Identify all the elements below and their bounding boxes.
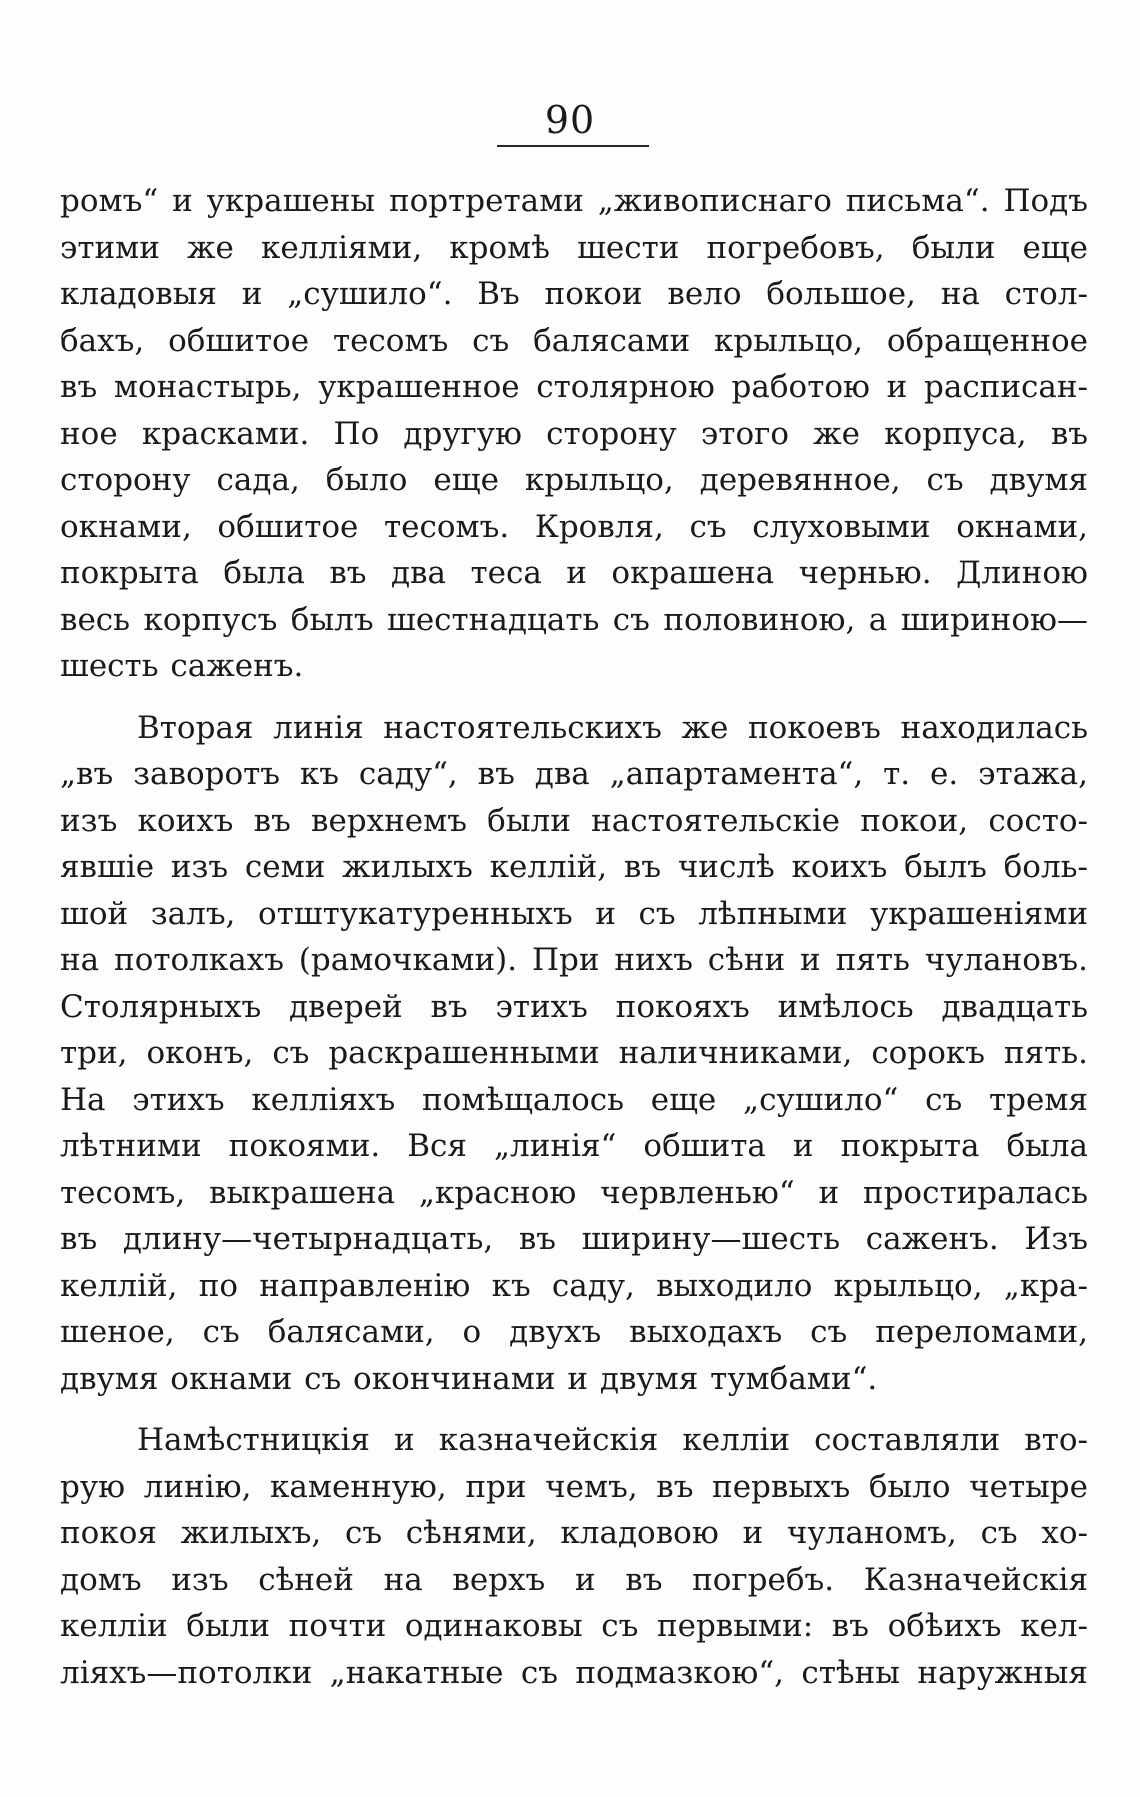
text-line: шой залъ, отштукатуренныхъ и съ лѣпными украшеніями [60, 895, 1088, 932]
text-line: въ длину—четырнадцать, въ ширину—шесть саженъ. Изъ [60, 1221, 1088, 1257]
text-line: этими же келліями, кромѣ шести погребовъ, были еще [60, 229, 1088, 266]
text-line: покоя жилыхъ, съ сѣнями, кладовою и чуланомъ, съ хо- [60, 1515, 1088, 1551]
text-line: двумя окнами съ окончинами и двумя тумбами“. [60, 1360, 878, 1397]
page-number: 90 [544, 98, 596, 142]
text-line: ліяхъ—потолки „накатные съ подмазкою“, стѣны наружныя [60, 1654, 1088, 1691]
paragraph-2 [60, 705, 1088, 1403]
text-line: три, оконъ, съ раскрашенными наличниками, сорокъ пять. [60, 1035, 1088, 1071]
text-line: На этихъ келліяхъ помѣщалось еще „сушило“ съ тремя [60, 1081, 1088, 1118]
text-line: домъ изъ сѣней на верхъ и въ погребъ. Казначейскія [60, 1561, 1088, 1598]
text-line: явшіе изъ семи жилыхъ келлій, въ числѣ коихъ былъ боль- [60, 849, 1088, 885]
body-text [60, 178, 1088, 1696]
text-line: шесть саженъ. [60, 648, 304, 684]
text-line: въ монастырь, украшенное столярною работою и расписан- [60, 369, 1088, 405]
text-line: Столярныхъ дверей въ этихъ покояхъ имѣлось двадцать [60, 988, 1088, 1025]
text-line: шеное, съ балясами, о двухъ выходахъ съ переломами, [60, 1314, 1088, 1350]
text-line: Вторая линія настоятельскихъ же покоевъ находилась [137, 709, 1088, 746]
text-line: лѣтними покоями. Вся „линія“ обшита и покрыта была [60, 1128, 1088, 1164]
text-line: сторону сада, было еще крыльцо, деревянное, съ двумя [60, 462, 1088, 498]
paragraph-1 [60, 178, 1088, 690]
paragraph-3 [60, 1417, 1088, 1696]
page-number-rule [497, 145, 649, 147]
text-line: Намѣстницкія и казначейскія келліи составляли вто- [137, 1422, 1088, 1458]
text-line: на потолкахъ (рамочками). При нихъ сѣни и пять чулановъ. [60, 942, 1088, 978]
text-line: бахъ, обшитое тесомъ съ балясами крыльцо, обращенное [60, 322, 1088, 359]
text-line: рую линію, каменную, при чемъ, въ первыхъ было четыре [60, 1468, 1088, 1505]
text-line: „въ заворотъ къ саду“, въ два „апартамента“, т. е. этажа, [60, 756, 1088, 792]
text-line: покрыта была въ два теса и окрашена чернью. Длиною [60, 555, 1088, 591]
text-line: весь корпусъ былъ шестнадцать съ половиною, а шириною— [60, 601, 1088, 638]
text-line: изъ коихъ въ верхнемъ были настоятельскіе покои, состо- [60, 802, 1088, 839]
text-line: тесомъ, выкрашена „красною червленью“ и простиралась [60, 1174, 1088, 1211]
text-line: окнами, обшитое тесомъ. Кровля, съ слуховыми окнами, [60, 508, 1088, 545]
text-line: келліи были почти одинаковы съ первыми: въ обѣихъ кел- [60, 1608, 1088, 1644]
text-line: келлій, по направленію къ саду, выходило крыльцо, „кра- [60, 1267, 1088, 1304]
text-line: ромъ“ и украшены портретами „живописнаго письма“. Подъ [60, 183, 1088, 219]
text-line: ное красками. По другую сторону этого же корпуса, въ [60, 415, 1088, 452]
text-line: кладовыя и „сушило“. Въ покои вело большое, на стол- [60, 276, 1088, 312]
